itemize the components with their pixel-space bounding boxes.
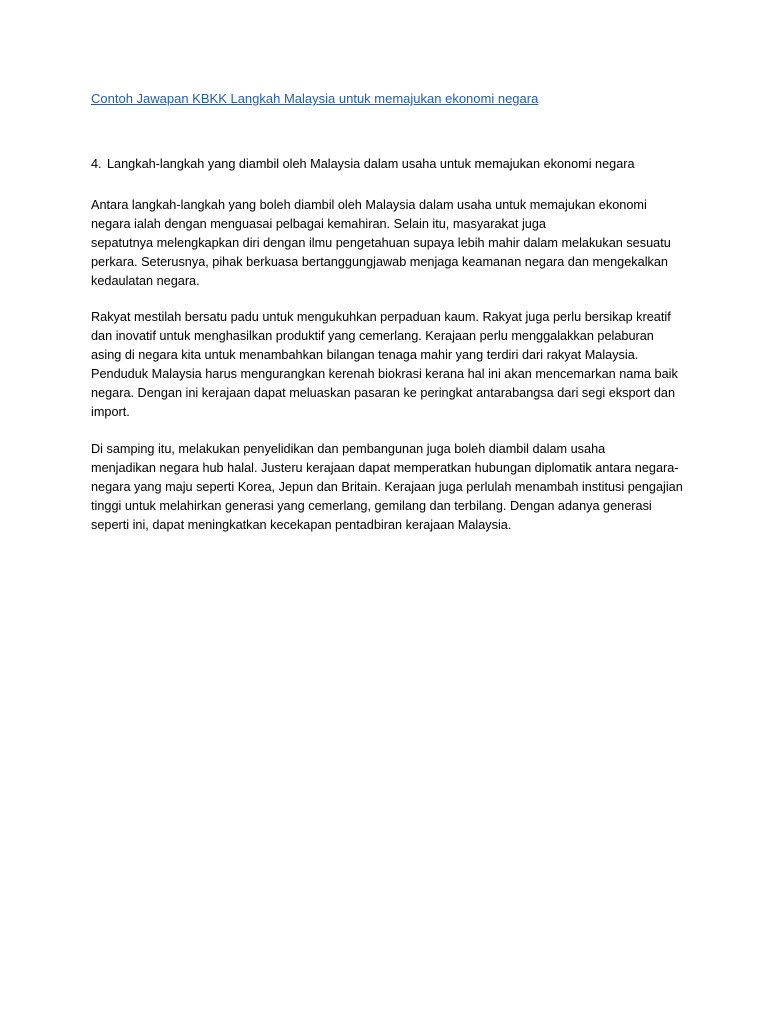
- paragraph-line: import.: [91, 405, 130, 419]
- paragraph-line: negara yang maju seperti Korea, Jepun dan Britain. Kerajaan juga perlulah menambah institusi pengajian: [91, 480, 683, 494]
- question-number: 4.: [91, 157, 102, 171]
- paragraph-line: tinggi untuk melahirkan generasi yang cemerlang, gemilang dan terbilang. Dengan adanya generasi: [91, 499, 652, 513]
- paragraph-line: Di samping itu, melakukan penyelidikan dan pembangunan juga boleh diambil dalam usaha: [91, 442, 606, 456]
- paragraph-line: negara. Dengan ini kerajaan dapat meluaskan pasaran ke peringkat antarabangsa dari segi eksport dan: [91, 386, 676, 400]
- paragraph-line: dan inovatif untuk menghasilkan produktif yang cemerlang. Kerajaan perlu menggalakkan pelaburan: [91, 329, 654, 343]
- question-heading: [91, 157, 635, 171]
- title-link[interactable]: Contoh Jawapan KBKK Langkah Malaysia untuk memajukan ekonomi negara: [91, 91, 539, 106]
- paragraph-line: negara ialah dengan menguasai pelbagai kemahiran. Selain itu, masyarakat juga: [91, 217, 546, 231]
- paragraph-line: menjadikan negara hub halal. Justeru kerajaan dapat memperatkan hubungan diplomatik antara negara-: [91, 461, 679, 475]
- paragraph-line: kedaulatan negara.: [91, 274, 200, 288]
- paragraph-line: perkara. Seterusnya, pihak berkuasa bertanggungjawab menjaga keamanan negara dan mengekalkan: [91, 255, 668, 269]
- paragraph-line: Antara langkah-langkah yang boleh diambil oleh Malaysia dalam usaha untuk memajukan ekonomi: [91, 198, 647, 212]
- paragraph-line: Rakyat mestilah bersatu padu untuk mengukuhkan perpaduan kaum. Rakyat juga perlu bersikap kreatif: [91, 310, 671, 324]
- paragraph-line: Penduduk Malaysia harus mengurangkan kerenah biokrasi kerana hal ini akan mencemarkan nama baik: [91, 367, 678, 381]
- question-text: Langkah-langkah yang diambil oleh Malaysia dalam usaha untuk memajukan ekonomi negara: [107, 157, 635, 171]
- paragraph-line: sepatutnya melengkapkan diri dengan ilmu pengetahuan supaya lebih mahir dalam melakukan sesuatu: [91, 236, 671, 250]
- paragraph-line: seperti ini, dapat meningkatkan kecekapan pentadbiran kerajaan Malaysia.: [91, 518, 512, 532]
- paragraph-line: asing di negara kita untuk menambahkan bilangan tenaga mahir yang terdiri dari rakyat Malaysia.: [91, 348, 639, 362]
